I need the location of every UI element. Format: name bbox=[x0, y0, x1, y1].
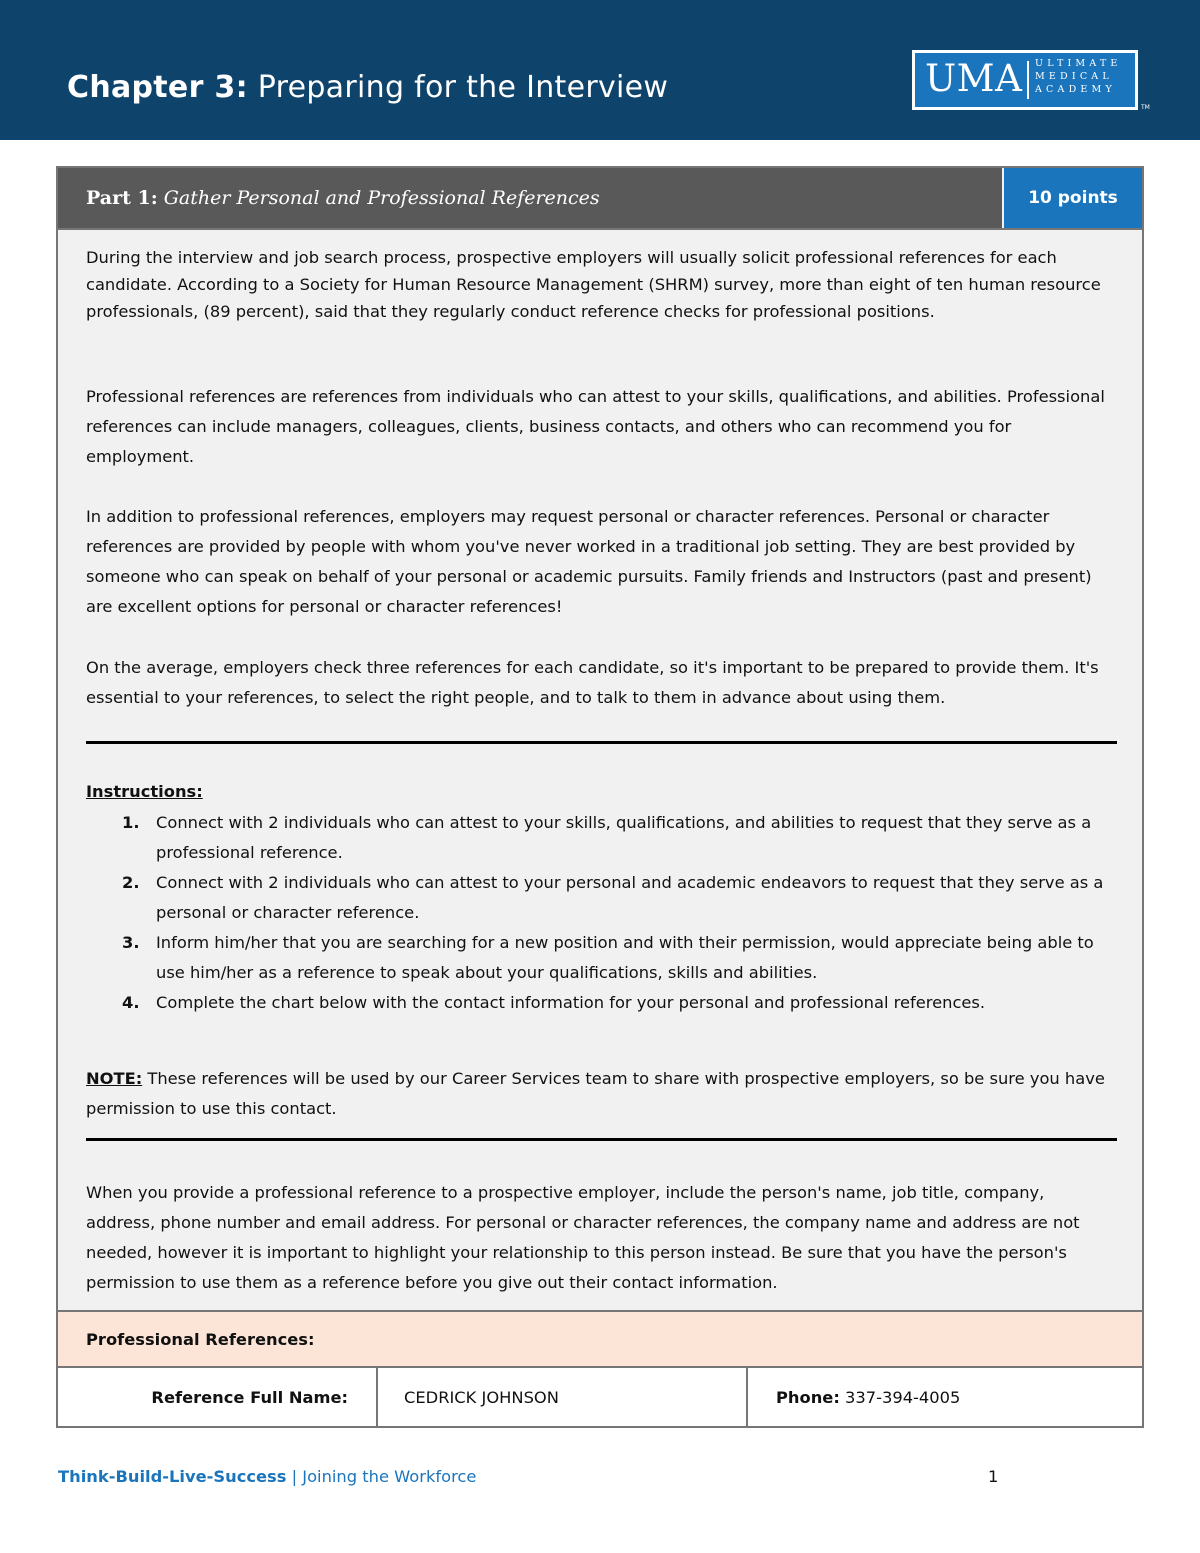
logo-line-3: ACADEMY bbox=[1035, 84, 1116, 95]
note-text: These references will be used by our Career Services team to share with prospective employers, so be sure you have permission to use this contact. bbox=[86, 1069, 1105, 1118]
section-divider bbox=[86, 1138, 1117, 1141]
part-header bbox=[58, 168, 1002, 228]
chapter-label: Chapter 3: bbox=[67, 70, 248, 105]
intro-paragraph-2: Professional references are references from individuals who can attest to your skills, qualifications, and abilities. Professional references can include managers, colleagues, clients, business contacts, and others who can recommend you for employment. bbox=[86, 387, 1105, 466]
list-item bbox=[86, 808, 1118, 868]
reference-name-label: Reference Full Name: bbox=[151, 1387, 348, 1407]
step-number: 1. bbox=[122, 813, 140, 832]
closing-paragraph: When you provide a professional reference to a prospective employer, include the person's name, job title, company, address, phone number and email address. For personal or character references, the company name and address are not needed, however it is important to highlight your relationship to this person instead. Be sure that you have the person's permission to use them as a reference before you give out their contact information. bbox=[86, 1183, 1080, 1292]
footer-tagline: Think-Build-Live-Success bbox=[58, 1467, 287, 1486]
reference-phone[interactable] bbox=[748, 1368, 1142, 1426]
page-number: 1 bbox=[988, 1467, 999, 1486]
header-divider bbox=[58, 228, 1142, 230]
logo-line-1: ULTIMATE bbox=[1035, 58, 1122, 69]
section-divider bbox=[86, 741, 1117, 744]
assignment-card bbox=[56, 166, 1144, 1428]
points-badge: 10 points bbox=[1004, 168, 1142, 228]
phone-label: Phone: bbox=[776, 1387, 840, 1407]
list-item bbox=[86, 868, 1118, 928]
logo-trademark: TM bbox=[1141, 104, 1150, 111]
instructions-heading: Instructions: bbox=[86, 782, 203, 801]
footer-course: Joining the Workforce bbox=[302, 1467, 477, 1486]
professional-references-heading: Professional References: bbox=[58, 1310, 1142, 1368]
part-title: Gather Personal and Professional References bbox=[163, 187, 600, 209]
phone-value: 337-394-4005 bbox=[839, 1387, 961, 1407]
intro-paragraph-4: On the average, employers check three references for each candidate, so it's important to be prepared to provide them. It's essential to your references, to select the right people, and to talk to them in advance about using them. bbox=[86, 658, 1099, 707]
header-banner bbox=[0, 0, 1200, 140]
chapter-title bbox=[67, 70, 668, 105]
step-text: Connect with 2 individuals who can attest to your personal and academic endeavors to request that they serve as a personal or character reference. bbox=[156, 873, 1104, 922]
step-number: 3. bbox=[122, 933, 140, 952]
step-number: 4. bbox=[122, 993, 140, 1012]
intro-paragraph-1: During the interview and job search process, prospective employers will usually solicit professional references for each candidate. According to a Society for Human Resource Management (SHRM) survey, more than eight of ten human resource professionals, (89 percent), said that they regularly conduct reference checks for professional positions. bbox=[86, 248, 1101, 321]
footer-separator: | bbox=[286, 1467, 303, 1486]
step-text: Inform him/her that you are searching for a new position and with their permission, would appreciate being able to use him/her as a reference to speak about your qualifications, skills and abilities. bbox=[156, 933, 1094, 982]
footer-text bbox=[58, 1467, 476, 1486]
step-text: Connect with 2 individuals who can attest to your skills, qualifications, and abilities to request that they serve as a professional reference. bbox=[156, 813, 1092, 862]
table-row bbox=[58, 1368, 1142, 1426]
logo-line-2: MEDICAL bbox=[1035, 71, 1113, 82]
note-paragraph bbox=[86, 1064, 1118, 1124]
step-text: Complete the chart below with the contact information for your personal and professional references. bbox=[156, 993, 986, 1012]
reference-name-value[interactable]: CEDRICK JOHNSON bbox=[404, 1387, 559, 1407]
list-item bbox=[86, 988, 1118, 1018]
step-number: 2. bbox=[122, 873, 140, 892]
logo-divider bbox=[1027, 61, 1029, 99]
chapter-name: Preparing for the Interview bbox=[257, 70, 669, 105]
logo-subtitle bbox=[1035, 57, 1133, 96]
instructions-list bbox=[86, 808, 1118, 1018]
part-label: Part 1: bbox=[86, 187, 158, 209]
list-item bbox=[86, 928, 1118, 988]
intro-paragraph-3: In addition to professional references, employers may request personal or character references. Personal or character references are provided by people with whom you've never worked in a traditional job setting. They are best provided by someone who can speak on behalf of your personal or academic pursuits. Family friends and Instructors (past and present) are excellent options for personal or character references! bbox=[86, 507, 1092, 616]
note-label: NOTE: bbox=[86, 1069, 143, 1088]
uma-logo-icon bbox=[912, 50, 1138, 110]
logo-word: UMA bbox=[925, 57, 1023, 100]
